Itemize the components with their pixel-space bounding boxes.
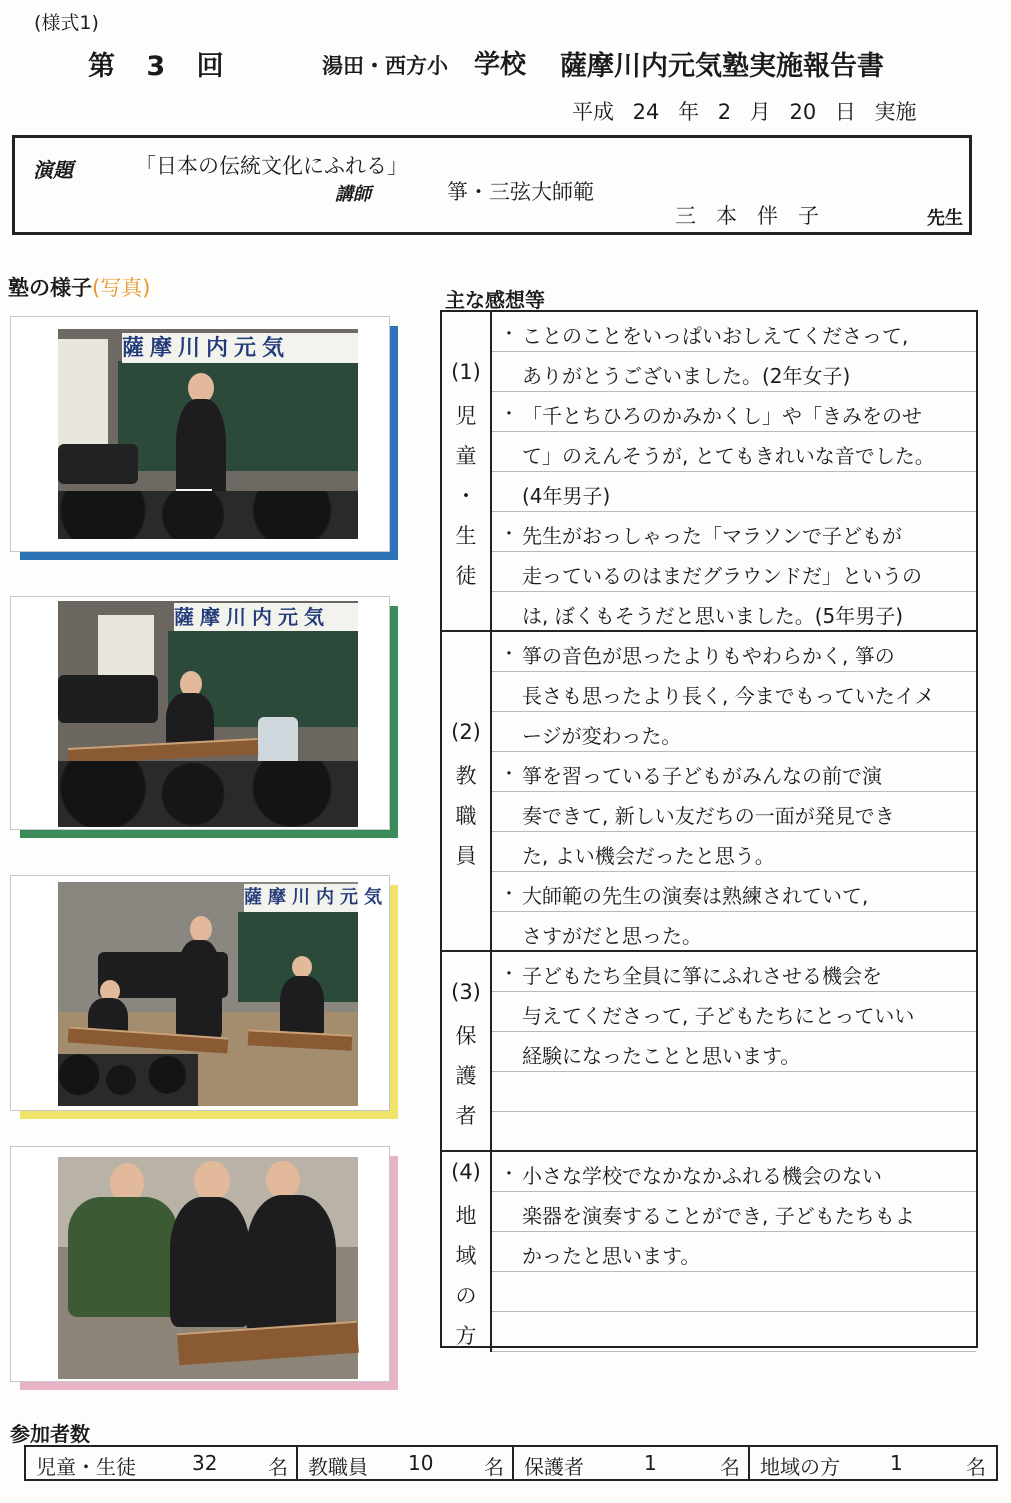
comment-line: た, よい機会だったと思う。 — [522, 844, 775, 868]
bullet-mark: ・ — [500, 1164, 518, 1185]
bullet-mark: ・ — [500, 964, 518, 985]
section-label-char: 保 — [455, 1024, 477, 1048]
photo-banner: 薩摩川内元気 — [244, 884, 358, 912]
photo-frame-3 — [10, 875, 390, 1111]
photo-banner: 薩摩川内元気 — [174, 603, 358, 631]
comment-line: 箏の音色が思ったよりもやわらかく, 箏の — [522, 644, 895, 668]
impressions-section — [442, 1152, 976, 1352]
participant-cell — [298, 1447, 514, 1479]
section-label-char: 護 — [455, 1064, 477, 1088]
participant-label: 保護者 — [524, 1455, 584, 1479]
comment-line: かったと思います。 — [522, 1244, 701, 1268]
section-label-char: 域 — [455, 1244, 477, 1268]
participant-count: 1 — [890, 1451, 903, 1475]
participant-label: 児童・生徒 — [36, 1455, 136, 1479]
section-body — [492, 952, 976, 1150]
participant-unit: 名 — [268, 1455, 288, 1479]
section-body — [492, 1152, 976, 1352]
comment-line: て」のえんそうが, とてもきれいな音でした。 — [522, 444, 935, 468]
bullet-mark: ・ — [500, 644, 518, 665]
comment-line: 箏を習っている子どもがみんなの前で演 — [522, 764, 882, 788]
impressions-section — [442, 312, 976, 632]
impressions-heading: 主な感想等 — [445, 288, 545, 312]
comment-line: 経験になったことと思います。 — [522, 1044, 801, 1068]
participants-heading: 参加者数 — [10, 1422, 90, 1446]
photo-frame-4 — [10, 1146, 390, 1382]
photo-koto-demonstration — [58, 601, 358, 827]
section-label — [442, 952, 492, 1150]
section-label-char: (2) — [451, 720, 481, 744]
impressions-section — [442, 632, 976, 952]
session-number: 第 3 回 — [88, 51, 226, 82]
section-label — [442, 632, 492, 950]
photos-heading — [8, 272, 150, 302]
section-label-char: 児 — [455, 404, 477, 428]
participant-label: 地域の方 — [760, 1455, 840, 1479]
comment-line: 走っているのはまだグラウンドだ」というの — [522, 564, 922, 588]
participant-count: 32 — [192, 1451, 218, 1475]
participant-count: 10 — [408, 1451, 434, 1475]
comment-line: ことのことをいっぱいおしえてくださって, — [522, 324, 909, 348]
section-label-char: (4) — [451, 1160, 481, 1184]
school-suffix: 学校 — [474, 50, 527, 80]
impressions-section — [442, 952, 976, 1152]
form-label: (様式1) — [34, 12, 99, 34]
lecturer-title: 箏・三弦大師範 — [447, 180, 594, 204]
photo-classroom-lecture — [58, 329, 358, 539]
comment-line: ージが変わった。 — [522, 724, 682, 748]
participant-label: 教職員 — [308, 1455, 368, 1479]
section-label-char: 員 — [455, 844, 477, 868]
section-label-char: 童 — [455, 444, 477, 468]
participant-count: 1 — [644, 1451, 657, 1475]
section-label-char: 生 — [455, 524, 477, 548]
school-name: 湯田・西方小 — [322, 54, 448, 78]
participant-cell — [750, 1447, 996, 1479]
comment-line: 小さな学校でなかなかふれる機会のない — [522, 1164, 882, 1188]
section-label-char: 徒 — [455, 564, 477, 588]
section-label-char: (3) — [451, 980, 481, 1004]
report-title: 薩摩川内元気塾実施報告書 — [560, 51, 884, 82]
section-label-char: 者 — [455, 1104, 477, 1128]
section-label-char: 地 — [455, 1204, 477, 1228]
comment-line: は, ぼくもそうだと思いました。(5年男子) — [522, 604, 904, 628]
section-label — [442, 1152, 492, 1352]
impressions-table — [440, 310, 978, 1348]
section-body — [492, 632, 976, 950]
comment-line: 楽器を演奏することができ, 子どもたちもよ — [522, 1204, 915, 1228]
photo-frame-1 — [10, 316, 390, 552]
comment-line: (4年男子) — [522, 484, 611, 508]
participant-unit: 名 — [966, 1455, 986, 1479]
photo-children-playing-koto — [58, 882, 388, 1106]
participant-unit: 名 — [484, 1455, 504, 1479]
comment-line: ありがとうございました。(2年女子) — [522, 364, 851, 388]
photos-heading-text: 塾の様子 — [8, 276, 92, 300]
bullet-mark: ・ — [500, 884, 518, 905]
section-label-char: ・ — [455, 484, 477, 508]
section-label-char: の — [455, 1284, 477, 1308]
participant-cell — [514, 1447, 750, 1479]
photo-frame-2 — [10, 596, 390, 830]
bullet-mark: ・ — [500, 324, 518, 345]
topic-box — [12, 135, 972, 235]
photo-teachers-helping — [58, 1157, 358, 1379]
honorific: 先生 — [927, 208, 963, 229]
photos-heading-note: (写真) — [92, 276, 151, 300]
section-body — [492, 312, 976, 630]
comment-line: 奏できて, 新しい友だちの一面が発見でき — [522, 804, 895, 828]
lecturer-label: 講師 — [335, 184, 371, 205]
comment-line: 長さも思ったより長く, 今までもっていたイメ — [522, 684, 935, 708]
bullet-mark: ・ — [500, 404, 518, 425]
topic-title: 「日本の伝統文化にふれる」 — [135, 154, 408, 178]
comment-line: 子どもたち全員に箏にふれさせる機会を — [522, 964, 882, 988]
bullet-mark: ・ — [500, 764, 518, 785]
comment-line: 「千とちひろのかみかくし」や「きみをのせ — [522, 404, 922, 428]
comment-line: 先生がおっしゃった「マラソンで子どもが — [522, 524, 902, 548]
participants-table — [24, 1445, 998, 1481]
comment-line: さすがだと思った。 — [522, 924, 702, 948]
section-label-char: 方 — [455, 1324, 477, 1348]
section-label-char: 職 — [455, 804, 477, 828]
photo-banner: 薩摩川内元気 — [122, 333, 358, 363]
participant-cell — [26, 1447, 298, 1479]
section-label — [442, 312, 492, 630]
bullet-mark: ・ — [500, 524, 518, 545]
section-label-char: (1) — [451, 360, 481, 384]
comment-line: 与えてくださって, 子どもたちにとっていい — [522, 1004, 915, 1028]
implementation-date: 平成 24 年 2 月 20 日 実施 — [572, 100, 917, 124]
topic-label: 演題 — [33, 158, 73, 182]
comment-line: 大師範の先生の演奏は熟練されていて, — [522, 884, 869, 908]
participant-unit: 名 — [720, 1455, 740, 1479]
section-label-char: 教 — [455, 764, 477, 788]
lecturer-name: 三本伴子 — [675, 204, 839, 228]
